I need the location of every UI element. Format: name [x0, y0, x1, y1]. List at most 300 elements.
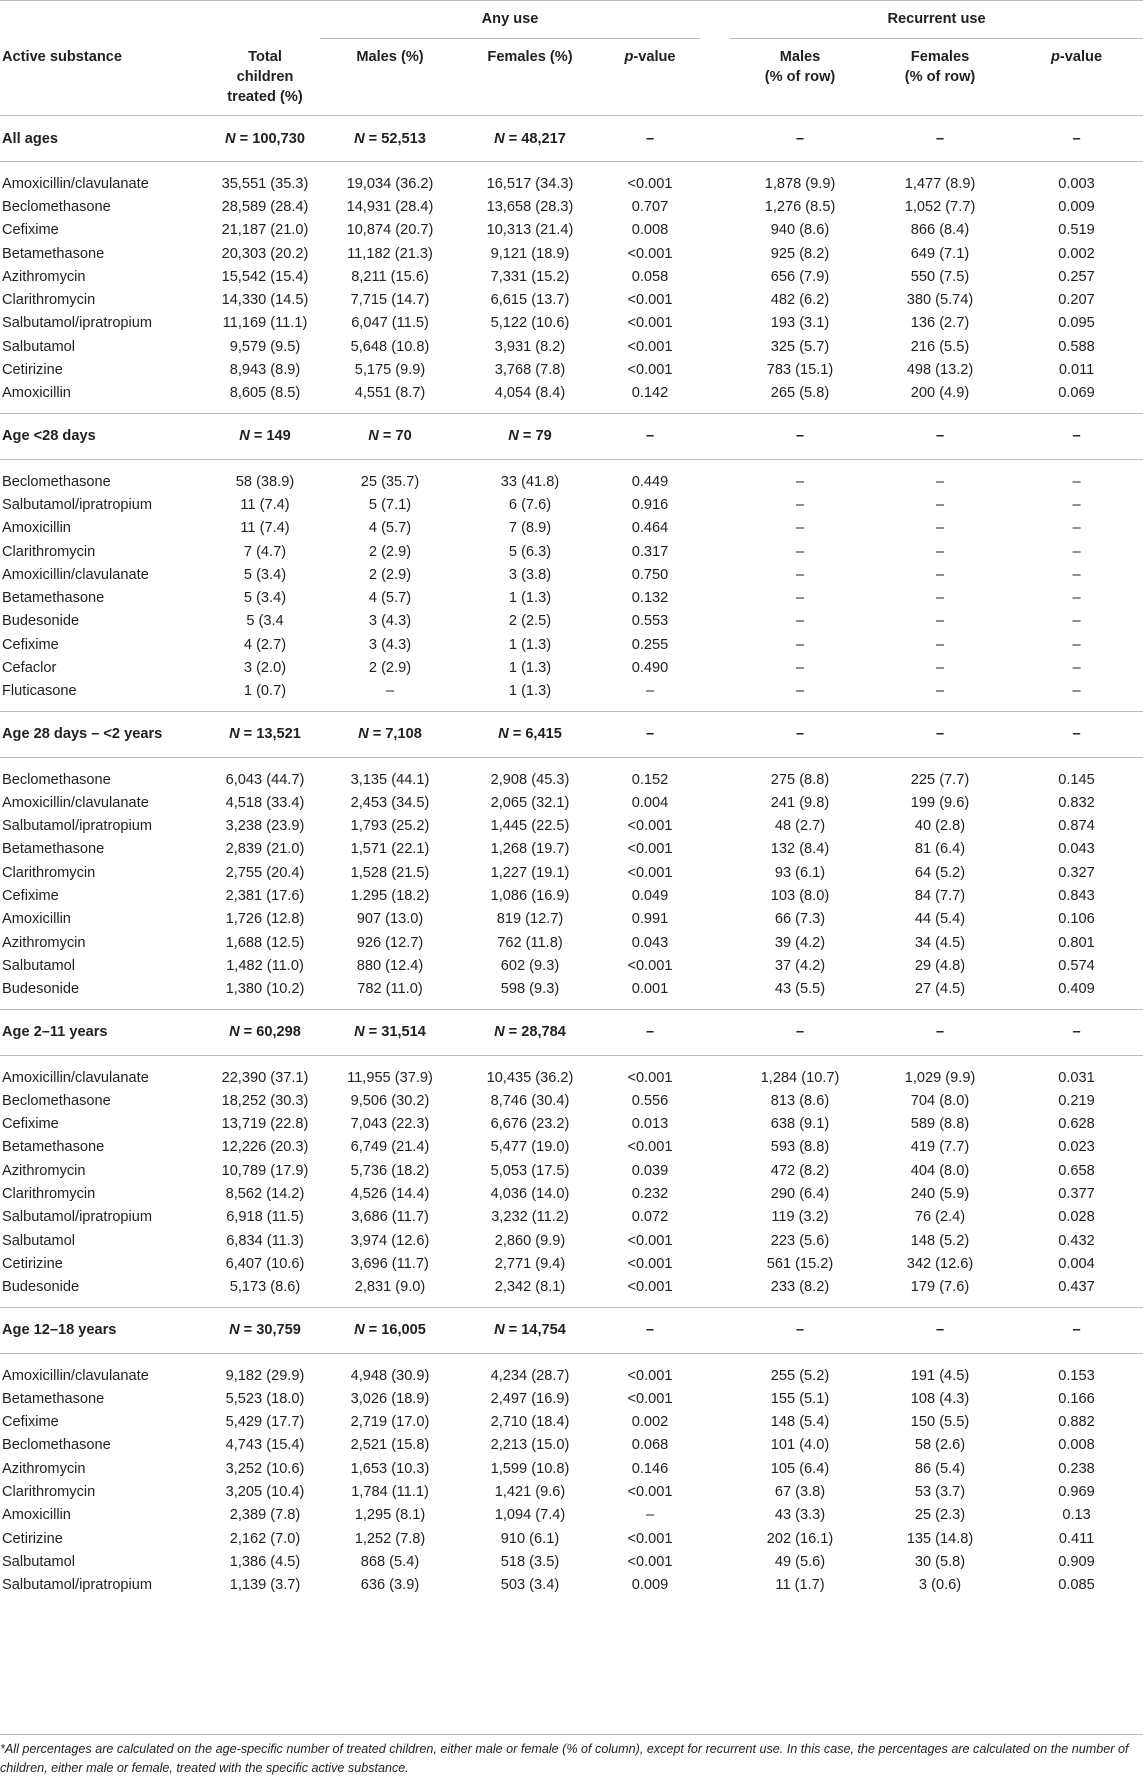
- cell-substance: Amoxicillin/clavulanate: [2, 566, 149, 583]
- cell-p-value: 0.232: [631, 1186, 669, 1203]
- cell-p-value: <0.001: [627, 1367, 673, 1384]
- cell-females: 2,342 (8.1): [494, 1279, 566, 1296]
- cell-total: 3 (2.0): [243, 659, 287, 676]
- section-total-n: N = 60,298: [210, 1009, 320, 1055]
- cell-recurrent-p-value: 0.238: [1058, 1460, 1095, 1477]
- cell-recurrent-males: 472 (8.2): [770, 1162, 830, 1179]
- cell-total: 21,187 (21.0): [221, 222, 309, 239]
- cell-recurrent-p-value: 0.327: [1058, 864, 1095, 881]
- section-header-row: [0, 116, 1143, 162]
- table-row: [0, 1550, 1143, 1573]
- cell-recurrent-females: 108 (4.3): [910, 1390, 970, 1407]
- cell-recurrent-males: 1,284 (10.7): [760, 1069, 840, 1086]
- cell-total: 8,605 (8.5): [229, 385, 301, 402]
- section-header-row: [0, 413, 1143, 459]
- cell-females: 5 (6.3): [508, 543, 552, 560]
- cell-recurrent-males: 290 (6.4): [770, 1186, 830, 1203]
- cell-recurrent-males: 255 (5.2): [770, 1367, 830, 1384]
- cell-recurrent-p-value: 0.003: [1058, 175, 1095, 192]
- table-row: [0, 1182, 1143, 1205]
- footnote: *All percentages are calculated on the age-specific number of treated children, either male or female (% of column), except for recurrent use. In this case, the percentages are calculated on the number of children, either male or female, treated with the specific active substance.: [0, 1734, 1143, 1778]
- cell-total: 1,688 (12.5): [225, 934, 305, 951]
- section-label: Age 12–18 years: [0, 1307, 210, 1353]
- cell-p-value: 0.049: [631, 888, 669, 905]
- cell-males: 3,974 (12.6): [350, 1232, 430, 1249]
- cell-recurrent-p-value: 0.069: [1058, 385, 1095, 402]
- cell-total: 1,482 (11.0): [226, 957, 304, 974]
- cell-substance: Clarithromycin: [2, 292, 96, 309]
- cell-substance: Amoxicillin: [2, 911, 71, 928]
- cell-recurrent-females: 225 (7.7): [910, 771, 970, 788]
- cell-substance: Betamethasone: [2, 841, 105, 858]
- cell-recurrent-p-value: 0.043: [1058, 841, 1095, 858]
- cell-substance: Azithromycin: [2, 1162, 86, 1179]
- cell-females: 2,065 (32.1): [490, 794, 570, 811]
- cell-recurrent-p-value: –: [1072, 496, 1081, 513]
- section-recurrent-males: –: [730, 413, 870, 459]
- cell-recurrent-p-value: 0.207: [1058, 292, 1095, 309]
- cell-substance: Salbutamol: [2, 338, 76, 355]
- cell-females: 33 (41.8): [500, 473, 560, 490]
- cell-p-value: <0.001: [627, 841, 673, 858]
- section-header-row: [0, 711, 1143, 757]
- cell-recurrent-females: 76 (2.4): [914, 1209, 966, 1226]
- cell-p-value: 0.317: [631, 543, 669, 560]
- cell-females: 10,313 (21.4): [486, 222, 574, 239]
- section-label: All ages: [0, 116, 210, 162]
- cell-males: 9,506 (30.2): [350, 1092, 430, 1109]
- cell-substance: Betamethasone: [2, 590, 105, 607]
- table-row: [0, 680, 1143, 712]
- cell-recurrent-p-value: 0.095: [1058, 315, 1095, 332]
- cell-recurrent-females: 179 (7.6): [910, 1279, 970, 1296]
- cell-p-value: 0.009: [631, 1577, 669, 1594]
- cell-females: 518 (3.5): [500, 1553, 560, 1570]
- cell-males: 3,026 (18.9): [350, 1390, 430, 1407]
- section-total-n: N = 149: [210, 413, 320, 459]
- cell-substance: Amoxicillin/clavulanate: [2, 1069, 149, 1086]
- cell-p-value: 0.553: [631, 613, 669, 630]
- table-row: [0, 1252, 1143, 1275]
- cell-total: 4,743 (15.4): [225, 1437, 305, 1454]
- section-recurrent-females: –: [870, 1307, 1010, 1353]
- cell-males: 11,182 (21.3): [347, 245, 433, 262]
- cell-females: 6,676 (23.2): [490, 1116, 570, 1133]
- cell-recurrent-females: 589 (8.8): [910, 1116, 970, 1133]
- cell-substance: Betamethasone: [2, 1390, 105, 1407]
- cell-males: 782 (11.0): [357, 981, 423, 998]
- cell-recurrent-males: 148 (5.4): [770, 1414, 830, 1431]
- table-row: [0, 861, 1143, 884]
- table-row: [0, 1159, 1143, 1182]
- section-label: Age 2–11 years: [0, 1009, 210, 1055]
- cell-males: 5 (7.1): [368, 496, 412, 513]
- cell-recurrent-females: 81 (6.4): [914, 841, 966, 858]
- cell-p-value: 0.991: [631, 911, 669, 928]
- cell-p-value: 0.043: [631, 934, 669, 951]
- cell-substance: Fluticasone: [2, 683, 77, 700]
- cell-recurrent-p-value: 0.409: [1058, 981, 1095, 998]
- cell-total: 4 (2.7): [243, 636, 287, 653]
- cell-substance: Cefixime: [2, 222, 59, 239]
- table-row: [0, 656, 1143, 679]
- cell-recurrent-p-value: 0.432: [1058, 1232, 1095, 1249]
- cell-total: 3,205 (10.4): [225, 1484, 305, 1500]
- cell-recurrent-p-value: –: [1072, 613, 1081, 630]
- cell-recurrent-males: 482 (6.2): [770, 292, 830, 309]
- cell-males: 5,736 (18.2): [350, 1162, 430, 1179]
- cell-p-value: 0.039: [631, 1162, 669, 1179]
- cell-recurrent-p-value: 0.969: [1058, 1484, 1095, 1500]
- cell-females: 598 (9.3): [500, 981, 560, 998]
- cell-recurrent-females: –: [935, 659, 945, 676]
- cell-recurrent-females: 29 (4.8): [914, 957, 966, 974]
- table-row: [0, 382, 1143, 414]
- cell-substance: Beclomethasone: [2, 1437, 111, 1454]
- cell-substance: Cefixime: [2, 636, 59, 653]
- cell-total: 3,238 (23.9): [225, 818, 305, 835]
- cell-substance: Azithromycin: [2, 268, 86, 285]
- cell-females: 2,860 (9.9): [494, 1232, 566, 1249]
- cell-recurrent-males: 43 (5.5): [774, 981, 826, 998]
- cell-females: 1,086 (16.9): [490, 888, 570, 905]
- cell-recurrent-p-value: –: [1072, 659, 1081, 676]
- cell-females: 16,517 (34.3): [486, 175, 574, 192]
- section-total-n: N = 30,759: [210, 1307, 320, 1353]
- cell-recurrent-males: 1,878 (9.9): [764, 175, 836, 192]
- cell-females: 4,234 (28.7): [490, 1367, 570, 1384]
- cell-recurrent-p-value: 0.219: [1058, 1092, 1095, 1109]
- cell-recurrent-males: 119 (3.2): [771, 1209, 829, 1226]
- cell-total: 13,719 (22.8): [221, 1116, 309, 1133]
- cell-males: 4 (5.7): [368, 590, 412, 607]
- cell-males: 3,135 (44.1): [350, 771, 430, 788]
- cell-recurrent-males: –: [795, 473, 805, 490]
- section-total-n: N = 100,730: [210, 116, 320, 162]
- cell-total: 2,389 (7.8): [229, 1507, 301, 1524]
- cell-p-value: <0.001: [627, 957, 673, 974]
- cell-substance: Salbutamol/ipratropium: [2, 1209, 153, 1226]
- section-p-value: –: [600, 711, 700, 757]
- cell-recurrent-females: –: [935, 683, 945, 700]
- table-row: [0, 1276, 1143, 1308]
- table-row: [0, 242, 1143, 265]
- cell-females: 6,615 (13.7): [490, 292, 570, 309]
- cell-recurrent-males: –: [795, 566, 805, 583]
- cell-males: –: [385, 683, 395, 700]
- cell-recurrent-females: –: [935, 520, 945, 537]
- cell-p-value: 0.707: [631, 198, 669, 215]
- cell-total: 14,330 (14.5): [221, 292, 309, 309]
- cell-p-value: –: [645, 1507, 655, 1524]
- cell-recurrent-p-value: 0.004: [1058, 1255, 1095, 1272]
- table-row: [0, 1574, 1143, 1605]
- cell-total: 11 (7.4): [240, 520, 290, 537]
- cell-females: 2,213 (15.0): [490, 1437, 570, 1454]
- cell-recurrent-females: –: [935, 496, 945, 513]
- section-males-n: N = 52,513: [320, 116, 460, 162]
- cell-males: 1,252 (7.8): [354, 1530, 426, 1547]
- cell-recurrent-males: 132 (8.4): [770, 841, 830, 858]
- cell-recurrent-females: 240 (5.9): [910, 1186, 970, 1203]
- cell-recurrent-females: 84 (7.7): [914, 888, 966, 905]
- table-row: [0, 162, 1143, 196]
- cell-recurrent-p-value: 0.574: [1058, 957, 1095, 974]
- cell-substance: Salbutamol/ipratropium: [2, 818, 153, 835]
- cell-recurrent-males: 593 (8.8): [770, 1139, 830, 1156]
- cell-substance: Salbutamol: [2, 1553, 76, 1570]
- cell-recurrent-females: 199 (9.6): [910, 794, 970, 811]
- column-header-row: [0, 39, 1143, 116]
- cell-total: 11,169 (11.1): [222, 315, 308, 332]
- table-row: [0, 1229, 1143, 1252]
- cell-recurrent-p-value: –: [1072, 566, 1081, 583]
- col-recurrent-females: Females (% of row): [904, 49, 976, 85]
- cell-females: 3,232 (11.2): [491, 1209, 569, 1226]
- cell-total: 2,162 (7.0): [229, 1530, 301, 1547]
- section-males-n: N = 70: [320, 413, 460, 459]
- cell-recurrent-p-value: 0.13: [1062, 1507, 1091, 1524]
- cell-substance: Amoxicillin: [2, 520, 71, 537]
- cell-recurrent-p-value: 0.031: [1058, 1069, 1095, 1086]
- section-header-row: [0, 1307, 1143, 1353]
- cell-recurrent-males: –: [795, 683, 805, 700]
- cell-substance: Azithromycin: [2, 1460, 86, 1477]
- cell-females: 2,497 (16.9): [490, 1390, 570, 1407]
- col-p-value: p-value: [624, 49, 676, 65]
- cell-p-value: –: [645, 683, 655, 700]
- section-recurrent-p-value: –: [1010, 1009, 1143, 1055]
- cell-recurrent-males: 93 (6.1): [774, 864, 826, 881]
- table-row: [0, 195, 1143, 218]
- cell-recurrent-p-value: 0.437: [1058, 1279, 1095, 1296]
- cell-total: 2,839 (21.0): [225, 841, 305, 858]
- cell-recurrent-males: 783 (15.1): [766, 362, 834, 379]
- cell-females: 3,931 (8.2): [494, 338, 566, 355]
- cell-females: 5,053 (17.5): [490, 1162, 570, 1179]
- cell-recurrent-males: 241 (9.8): [770, 794, 830, 811]
- section-recurrent-males: –: [730, 711, 870, 757]
- cell-recurrent-females: 342 (12.6): [906, 1255, 974, 1272]
- cell-total: 8,943 (8.9): [229, 362, 301, 379]
- table-row: [0, 633, 1143, 656]
- cell-males: 4,551 (8.7): [354, 385, 426, 402]
- cell-total: 1 (0.7): [243, 683, 287, 700]
- col-active-substance: Active substance: [2, 48, 123, 65]
- cell-recurrent-males: –: [795, 659, 805, 676]
- cell-males: 7,043 (22.3): [350, 1116, 430, 1133]
- cell-recurrent-p-value: 0.377: [1058, 1186, 1095, 1203]
- cell-recurrent-females: 34 (4.5): [914, 934, 966, 951]
- cell-recurrent-females: 150 (5.5): [910, 1414, 970, 1431]
- cell-recurrent-p-value: 0.153: [1058, 1367, 1095, 1384]
- section-males-n: N = 16,005: [320, 1307, 460, 1353]
- cell-recurrent-females: 25 (2.3): [914, 1507, 966, 1524]
- cell-p-value: <0.001: [627, 1255, 673, 1272]
- cell-recurrent-males: 561 (15.2): [766, 1255, 834, 1272]
- cell-males: 10,874 (20.7): [346, 222, 434, 239]
- cell-total: 28,589 (28.4): [221, 198, 309, 215]
- cell-females: 2,771 (9.4): [494, 1255, 566, 1272]
- cell-recurrent-females: 404 (8.0): [910, 1162, 970, 1179]
- cell-recurrent-females: 1,052 (7.7): [904, 198, 976, 215]
- cell-recurrent-males: 1,276 (8.5): [764, 198, 836, 215]
- cell-males: 4,526 (14.4): [350, 1186, 430, 1203]
- section-p-value: –: [600, 116, 700, 162]
- section-females-n: N = 48,217: [460, 116, 600, 162]
- cell-p-value: <0.001: [627, 1553, 673, 1570]
- cell-females: 602 (9.3): [500, 957, 560, 974]
- cell-p-value: 0.146: [631, 1460, 669, 1477]
- cell-p-value: <0.001: [627, 1530, 673, 1547]
- group-any-use: Any use: [320, 0, 700, 39]
- cell-males: 3 (4.3): [368, 636, 412, 653]
- cell-males: 2 (2.9): [368, 543, 412, 560]
- table-row: [0, 1206, 1143, 1229]
- col-males: Males (%): [356, 49, 424, 65]
- cell-substance: Budesonide: [2, 613, 80, 630]
- cell-substance: Salbutamol/ipratropium: [2, 315, 153, 332]
- cell-total: 3,252 (10.6): [225, 1460, 305, 1477]
- table-row: [0, 312, 1143, 335]
- table-row: [0, 1353, 1143, 1387]
- cell-p-value: 0.142: [631, 385, 669, 402]
- cell-substance: Cetirizine: [2, 1530, 63, 1547]
- cell-total: 5 (3.4: [246, 613, 284, 630]
- cell-p-value: <0.001: [627, 1279, 673, 1296]
- cell-total: 15,542 (15.4): [221, 268, 309, 285]
- table-row: [0, 931, 1143, 954]
- cell-females: 5,477 (19.0): [490, 1139, 570, 1156]
- cell-males: 2 (2.9): [368, 566, 412, 583]
- cell-males: 907 (13.0): [356, 911, 424, 928]
- cell-substance: Salbutamol: [2, 957, 76, 974]
- table-row: [0, 838, 1143, 861]
- cell-males: 2,719 (17.0): [350, 1414, 430, 1431]
- cell-recurrent-males: 48 (2.7): [774, 818, 826, 835]
- cell-females: 762 (11.8): [497, 934, 563, 951]
- cell-total: 35,551 (35.3): [221, 175, 309, 192]
- cell-p-value: 0.068: [631, 1437, 669, 1454]
- section-males-n: N = 31,514: [320, 1009, 460, 1055]
- cell-total: 6,407 (10.6): [225, 1255, 305, 1272]
- cell-substance: Budesonide: [2, 981, 80, 998]
- cell-recurrent-p-value: 0.801: [1058, 934, 1095, 951]
- cell-substance: Betamethasone: [2, 245, 105, 262]
- cell-p-value: <0.001: [627, 1139, 673, 1156]
- cell-males: 1,793 (25.2): [350, 818, 430, 835]
- cell-recurrent-p-value: 0.257: [1058, 268, 1095, 285]
- cell-recurrent-males: 813 (8.6): [770, 1092, 830, 1109]
- cell-recurrent-p-value: 0.145: [1058, 771, 1095, 788]
- table-row: [0, 954, 1143, 977]
- cell-p-value: 0.072: [631, 1209, 669, 1226]
- cell-males: 4,948 (30.9): [350, 1367, 430, 1384]
- table-row: [0, 1055, 1143, 1089]
- cell-females: 1,421 (9.6): [494, 1484, 566, 1500]
- cell-females: 2,908 (45.3): [490, 771, 570, 788]
- cell-recurrent-females: 148 (5.2): [910, 1232, 970, 1249]
- cell-recurrent-p-value: 0.028: [1058, 1209, 1095, 1226]
- cell-males: 2 (2.9): [368, 659, 412, 676]
- cell-recurrent-females: 135 (14.8): [906, 1530, 974, 1547]
- section-recurrent-females: –: [870, 116, 1010, 162]
- cell-females: 1 (1.3): [508, 659, 552, 676]
- cell-substance: Cetirizine: [2, 1255, 63, 1272]
- cell-p-value: <0.001: [627, 1390, 673, 1407]
- cell-recurrent-p-value: 0.023: [1058, 1139, 1095, 1156]
- cell-total: 6,043 (44.7): [225, 771, 305, 788]
- section-p-value: –: [600, 413, 700, 459]
- section-total-n: N = 13,521: [210, 711, 320, 757]
- cell-recurrent-p-value: 0.588: [1058, 338, 1095, 355]
- cell-substance: Beclomethasone: [2, 473, 111, 490]
- cell-total: 18,252 (30.3): [221, 1092, 309, 1109]
- cell-total: 1,726 (12.8): [225, 911, 305, 928]
- cell-substance: Beclomethasone: [2, 1092, 111, 1109]
- col-recurrent-males: Males (% of row): [764, 49, 836, 85]
- cell-recurrent-females: 27 (4.5): [914, 981, 966, 998]
- cell-p-value: 0.058: [631, 268, 669, 285]
- cell-females: 1 (1.3): [508, 636, 552, 653]
- table-row: [0, 610, 1143, 633]
- section-females-n: N = 14,754: [460, 1307, 600, 1353]
- cell-females: 4,054 (8.4): [494, 385, 566, 402]
- table-row: [0, 978, 1143, 1010]
- cell-recurrent-females: 866 (8.4): [910, 222, 970, 239]
- cell-recurrent-females: –: [935, 613, 945, 630]
- cell-recurrent-males: 49 (5.6): [774, 1553, 826, 1570]
- cell-total: 8,562 (14.2): [225, 1186, 305, 1203]
- section-females-n: N = 6,415: [460, 711, 600, 757]
- cell-p-value: 0.008: [631, 222, 669, 239]
- cell-recurrent-males: 39 (4.2): [774, 934, 826, 951]
- cell-males: 25 (35.7): [360, 473, 420, 490]
- cell-total: 9,579 (9.5): [229, 338, 301, 355]
- cell-substance: Beclomethasone: [2, 771, 111, 788]
- col-total-treated: Total children treated (%): [227, 48, 303, 105]
- cell-recurrent-p-value: 0.411: [1058, 1530, 1095, 1547]
- cell-p-value: 0.556: [631, 1092, 669, 1109]
- cell-males: 926 (12.7): [356, 934, 424, 951]
- cell-substance: Cefaclor: [2, 659, 57, 676]
- cell-recurrent-males: 940 (8.6): [770, 222, 830, 239]
- cell-recurrent-females: 53 (3.7): [914, 1484, 966, 1500]
- cell-recurrent-males: 925 (8.2): [770, 245, 830, 262]
- table-row: [0, 517, 1143, 540]
- cell-males: 11,955 (37.9): [347, 1069, 433, 1086]
- cell-recurrent-males: –: [795, 520, 805, 537]
- cell-p-value: <0.001: [627, 1484, 673, 1500]
- cell-total: 58 (38.9): [235, 473, 295, 490]
- cell-recurrent-females: 30 (5.8): [914, 1553, 966, 1570]
- cell-total: 2,381 (17.6): [225, 888, 305, 905]
- section-label: Age 28 days – <2 years: [0, 711, 210, 757]
- cell-total: 5,523 (18.0): [225, 1390, 305, 1407]
- cell-p-value: 0.013: [631, 1116, 669, 1133]
- cell-recurrent-p-value: 0.166: [1058, 1390, 1095, 1407]
- cell-females: 1,599 (10.8): [490, 1460, 570, 1477]
- cell-recurrent-p-value: 0.874: [1058, 818, 1095, 835]
- cell-recurrent-p-value: 0.843: [1058, 888, 1095, 905]
- group-header-row: [0, 0, 1143, 39]
- section-recurrent-females: –: [870, 413, 1010, 459]
- cell-recurrent-females: 3 (0.6): [918, 1577, 962, 1594]
- cell-females: 7,331 (15.2): [490, 268, 570, 285]
- table-row: [0, 265, 1143, 288]
- cell-recurrent-males: –: [795, 613, 805, 630]
- cell-males: 1,784 (11.1): [351, 1484, 429, 1500]
